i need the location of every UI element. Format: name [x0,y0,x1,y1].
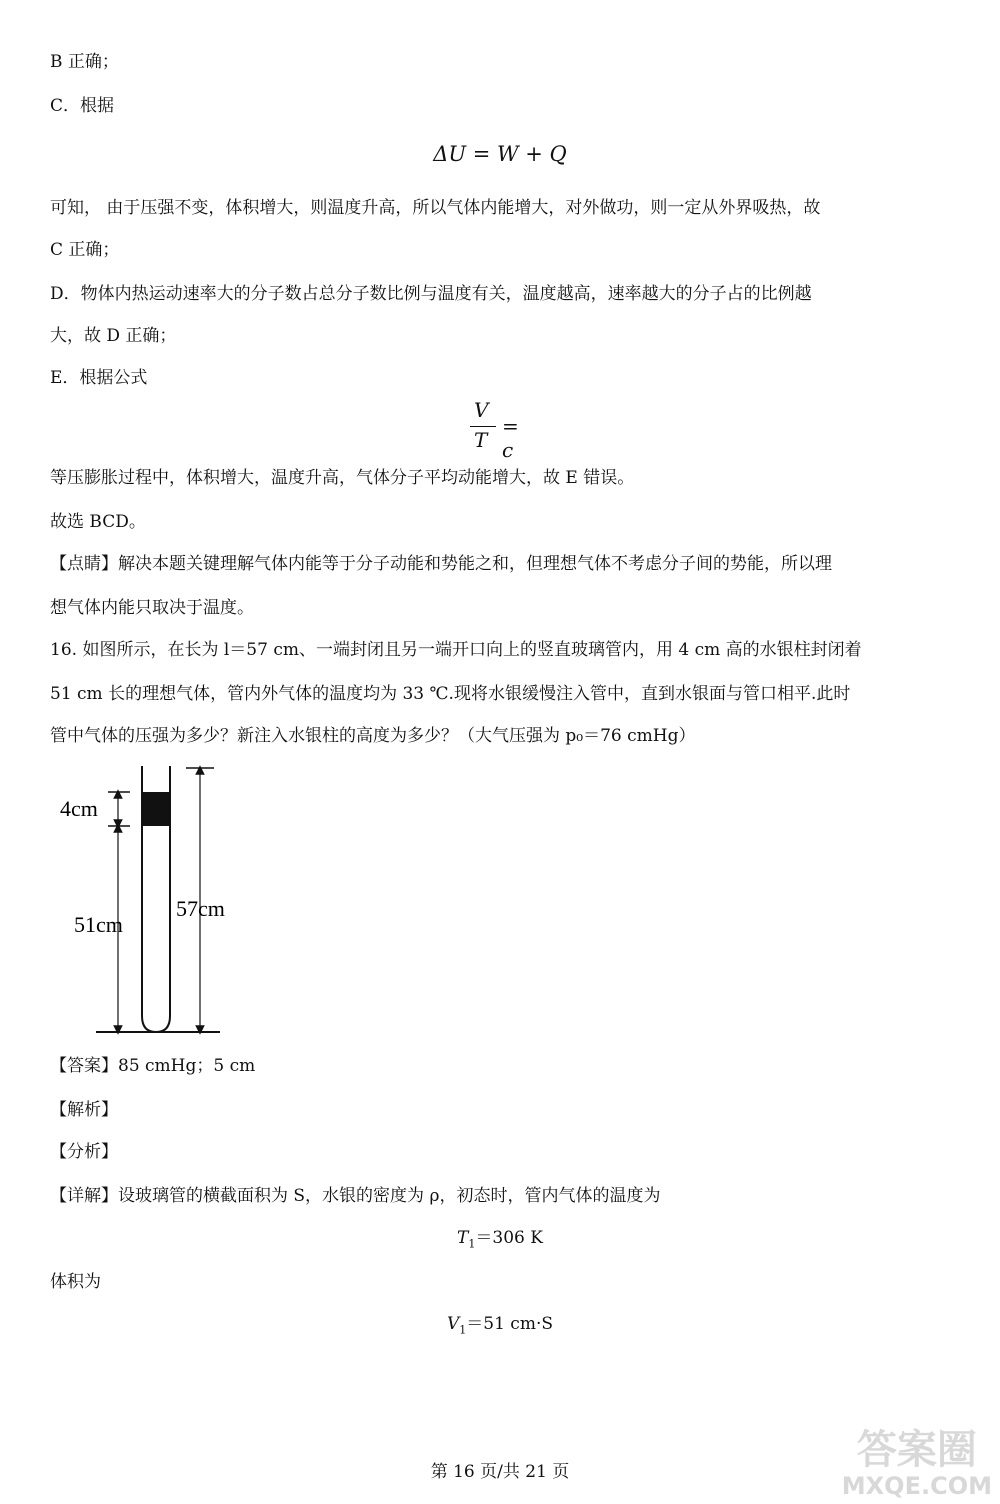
text-line: D．物体内热运动速率大的分子数占总分子数比例与温度有关，温度越高，速率越大的分子占的比例越 [50,284,812,304]
label-51cm: 51cm [74,912,123,937]
equation-V1 [0,1312,1000,1342]
watermark-bottom: MXQE.COM [841,1472,992,1500]
mercury-column [143,792,169,826]
question-16-line: 16. 如图所示，在长为 l＝57 cm、一端封闭且另一端开口向上的竖直玻璃管内，用 4 cm 高的水银柱封闭着 [50,640,862,660]
equation-rest: ＝306 K [475,1228,543,1248]
analysis-heading: 【解析】 [50,1100,118,1120]
subscript: 1 [468,1237,476,1251]
var-T: T [457,1228,469,1248]
text-line: C．根据 [50,96,115,116]
page-footer: 第 16 页/共 21 页 [430,1462,570,1482]
text-line: 可知， 由于压强不变，体积增大，则温度升高，所以气体内能增大，对外做功，则一定从外界吸热，故 [50,198,821,218]
text-line: 大，故 D 正确； [50,326,177,346]
tube-diagram [60,760,240,1040]
equation-first-law: ΔU = W + Q [433,142,567,166]
fraction-rhs: = c [502,414,519,462]
var-V: V [446,1314,460,1334]
fraction-numerator: V [474,398,489,422]
question-16-line: 51 cm 长的理想气体，管内外气体的温度均为 33 ℃.现将水银缓慢注入管中，直到水银面与管口相平.此时 [50,684,851,704]
label-4cm: 4cm [60,796,98,821]
text-line: C 正确； [50,240,120,260]
subscript: 1 [459,1323,467,1337]
detail-line: 【详解】设玻璃管的横截面积为 S，水银的密度为 ρ，初态时，管内气体的温度为 [50,1186,661,1206]
text-line: 等压膨胀过程中，体积增大，温度升高，气体分子平均动能增大，故 E 错误。 [50,468,635,488]
question-16-line: 管中气体的压强为多少？新注入水银柱的高度为多少？（大气压强为 p₀＝76 cmHg） [50,726,696,746]
fraction-bar [470,426,496,427]
text-line: B 正确； [50,52,119,72]
equation-rest: ＝51 cm·S [466,1314,553,1334]
answer-line: 【答案】85 cmHg；5 cm [50,1056,256,1076]
watermark-logo [842,1428,992,1500]
watermark-top: 答案圈 [856,1427,977,1473]
text-line: 【点睛】解决本题关键理解气体内能等于分子动能和势能之和，但理想气体不考虑分子间的势能，所以理 [50,554,832,574]
text-line: 故选 BCD。 [50,512,146,532]
text-line: E．根据公式 [50,368,148,388]
text-line: 体积为 [50,1272,101,1292]
label-57cm: 57cm [176,896,225,921]
text-line: 想气体内能只取决于温度。 [50,598,254,618]
analysis-subheading: 【分析】 [50,1142,118,1162]
equation-T1 [0,1226,1000,1256]
fraction-denominator: T [474,428,488,452]
